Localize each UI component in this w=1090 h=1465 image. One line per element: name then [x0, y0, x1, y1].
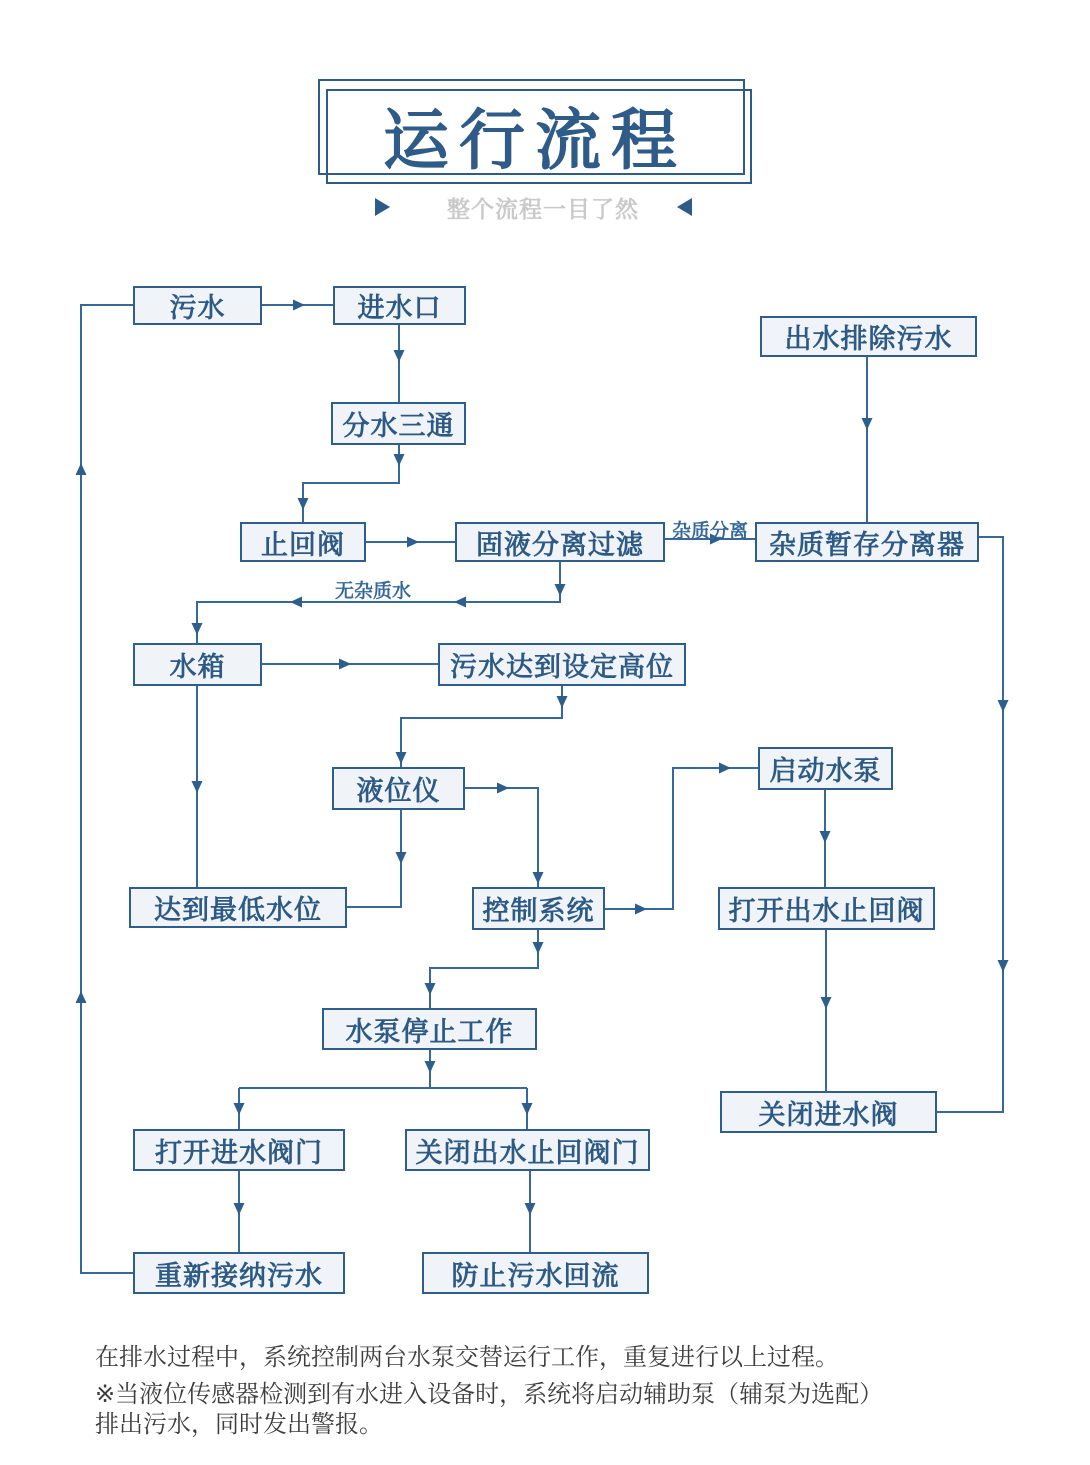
node-start-pump: 启动水泵 [758, 747, 893, 790]
node-lowest-level: 达到最低水位 [129, 887, 347, 928]
footer-line-3: 排出污水，同时发出警报。 [95, 1411, 383, 1438]
node-pump-stop: 水泵停止工作 [322, 1008, 537, 1050]
subtitle-right-triangle-icon [375, 198, 390, 216]
node-prevent-backflow: 防止污水回流 [422, 1252, 649, 1294]
edge-label-no-impurity-water: 无杂质水 [335, 581, 412, 602]
node-outlet-discharge: 出水排除污水 [760, 316, 977, 357]
page-title: 运行流程 [383, 102, 687, 177]
page-subtitle: 整个流程一目了然 [447, 196, 639, 222]
node-close-outlet-check-valve: 关闭出水止回阀门 [405, 1129, 650, 1171]
node-control-system: 控制系统 [472, 887, 605, 930]
node-sewage: 污水 [133, 286, 262, 325]
node-high-level: 污水达到设定高位 [438, 643, 686, 686]
node-water-inlet: 进水口 [333, 286, 466, 325]
node-check-valve: 止回阀 [240, 522, 366, 562]
subtitle-left-triangle-icon [677, 198, 692, 216]
node-open-outlet-check-valve: 打开出水止回阀 [718, 887, 935, 930]
node-level-gauge: 液位仪 [332, 767, 465, 810]
node-close-inlet-valve: 关闭进水阀 [720, 1091, 937, 1133]
footer-line-1: 在排水过程中，系统控制两台水泵交替运行工作，重复进行以上过程。 [95, 1344, 839, 1371]
edge-label-impurity-separation: 杂质分离 [672, 521, 749, 542]
node-reaccept-sewage: 重新接纳污水 [133, 1252, 345, 1294]
node-open-inlet-valve: 打开进水阀门 [133, 1129, 345, 1171]
footer-note [95, 1343, 1015, 1440]
node-water-tank: 水箱 [133, 643, 262, 686]
node-three-way-splitter: 分水三通 [331, 402, 466, 445]
node-solid-liquid-filter: 固液分离过滤 [455, 522, 665, 562]
footer-line-2: ※当液位传感器检测到有水进入设备时，系统将启动辅助泵（辅泵为选配） [95, 1381, 884, 1408]
node-impurity-separator: 杂质暂存分离器 [755, 522, 979, 562]
